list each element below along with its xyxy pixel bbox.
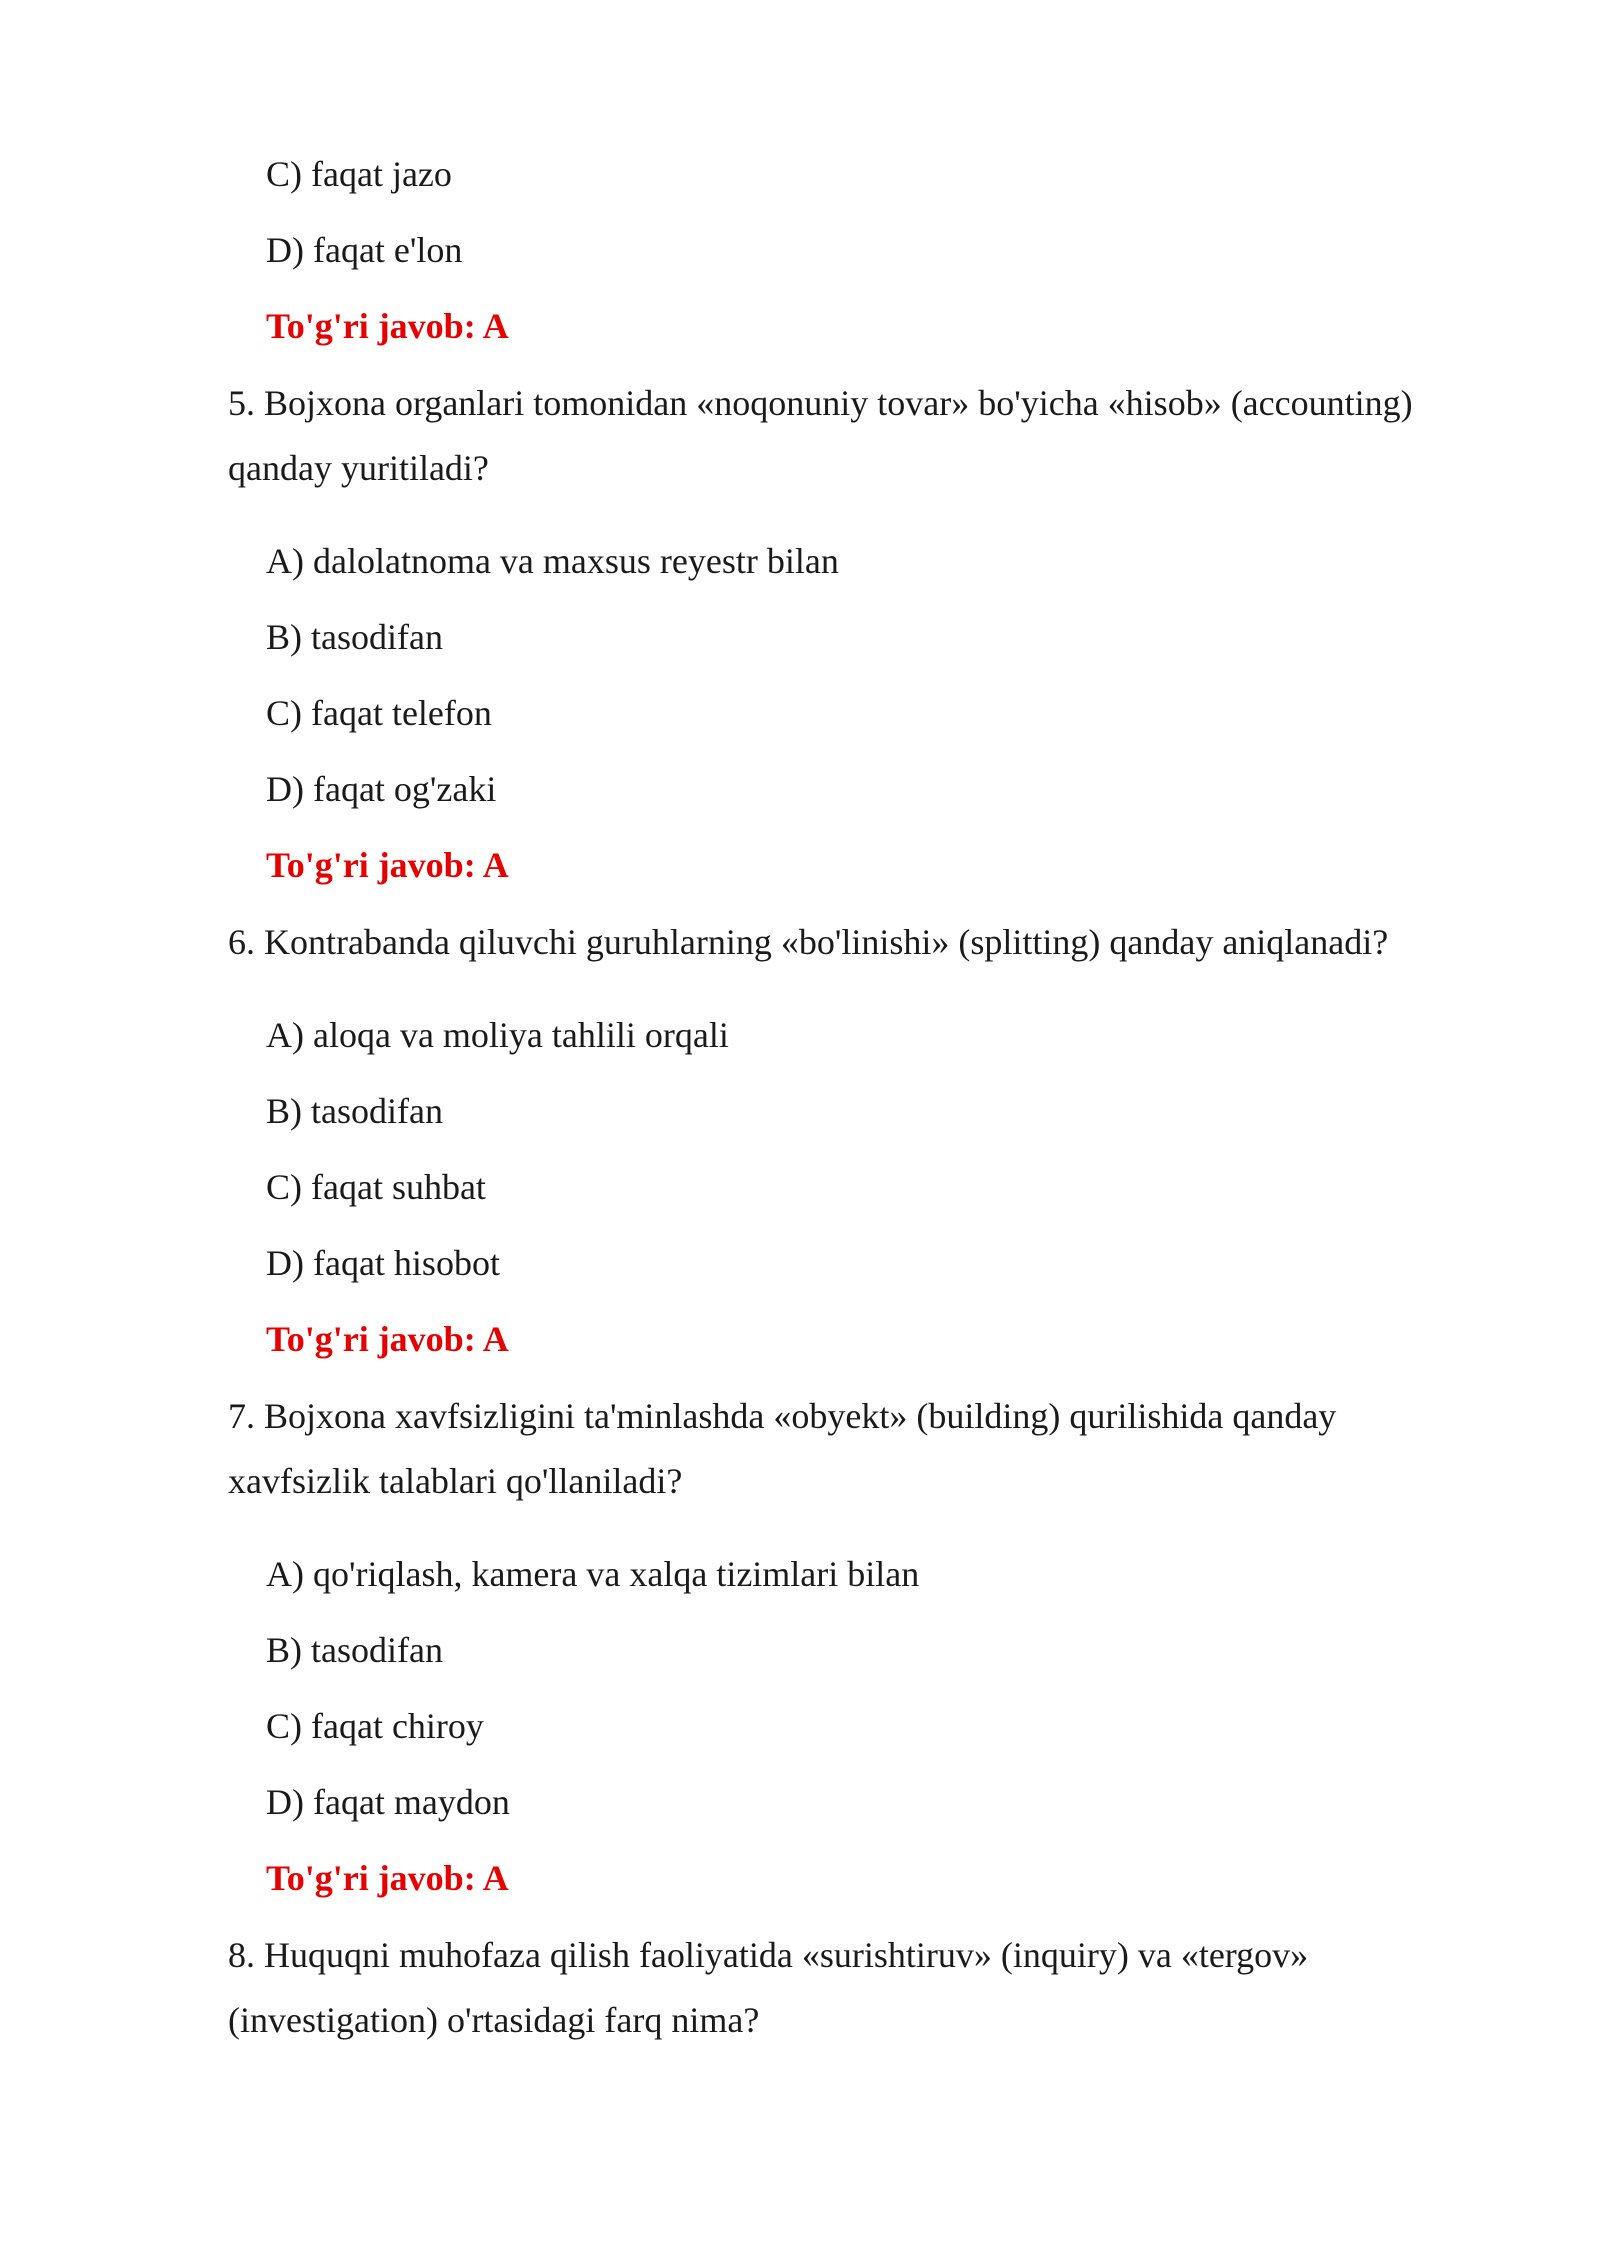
question-6-text: 6. Kontrabanda qiluvchi guruhlarning «bo'linishi» (splitting) qanday aniqlanadi? [228, 922, 1389, 962]
option-c: C) faqat suhbat [266, 1167, 486, 1207]
option-a: A) dalolatnoma va maxsus reyestr bilan [266, 541, 839, 581]
option-b: B) tasodifan [266, 1091, 443, 1131]
correct-answer: To'g'ri javob: A [266, 1319, 509, 1359]
correct-answer: To'g'ri javob: A [266, 1858, 509, 1898]
option-b: B) tasodifan [266, 1630, 443, 1670]
question-7-text-cont: xavfsizlik talablari qo'llaniladi? [228, 1461, 683, 1501]
question-5-text: 5. Bojxona organlari tomonidan «noqonuniy tovar» bo'yicha «hisob» (accounting) [228, 383, 1413, 423]
question-5-text-cont: qanday yuritiladi? [228, 448, 489, 488]
question-8-text-cont: (investigation) o'rtasidagi farq nima? [228, 2000, 760, 2040]
correct-answer: To'g'ri javob: A [266, 306, 509, 346]
option-d: D) faqat maydon [266, 1782, 510, 1822]
option-c: C) faqat chiroy [266, 1706, 484, 1746]
option-a: A) aloqa va moliya tahlili orqali [266, 1015, 729, 1055]
question-8-text: 8. Huquqni muhofaza qilish faoliyatida «surishtiruv» (inquiry) va «tergov» [228, 1935, 1309, 1975]
question-7-text: 7. Bojxona xavfsizligini ta'minlashda «obyekt» (building) qurilishida qanday [228, 1396, 1337, 1436]
option-a: A) qo'riqlash, kamera va xalqa tizimlari bilan [266, 1554, 920, 1594]
correct-answer: To'g'ri javob: A [266, 845, 509, 885]
option-d: D) faqat hisobot [266, 1243, 500, 1283]
option-d: D) faqat e'lon [266, 230, 463, 270]
option-b: B) tasodifan [266, 617, 443, 657]
option-c: C) faqat jazo [266, 154, 452, 194]
option-c: C) faqat telefon [266, 693, 492, 733]
option-d: D) faqat og'zaki [266, 769, 497, 809]
